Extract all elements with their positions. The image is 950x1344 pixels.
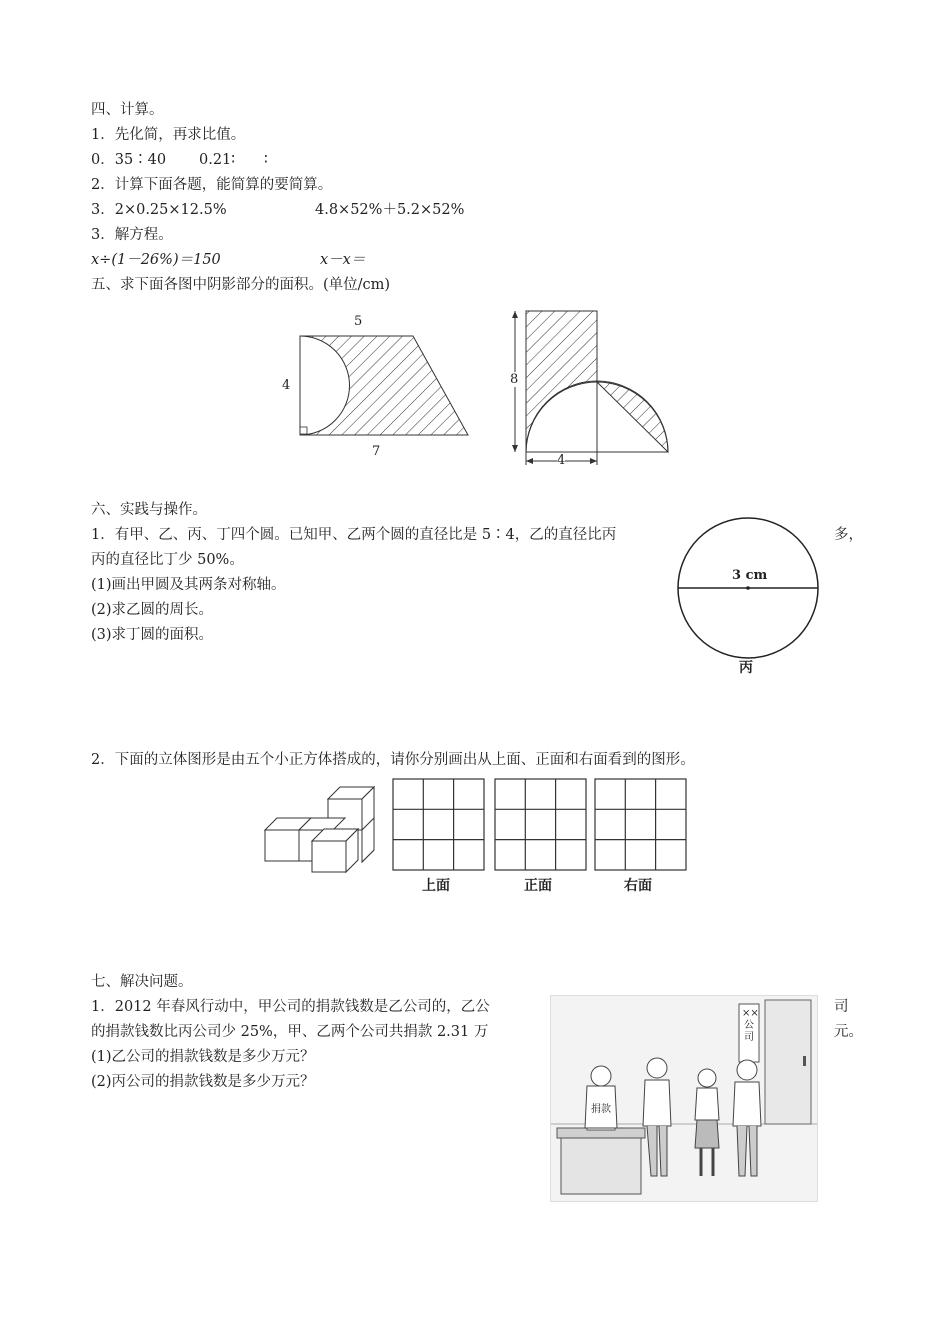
s6-q1-part3: (3)求丁圆的面积。: [91, 627, 214, 643]
fig2-width-label: 4: [557, 453, 566, 468]
company-sign: ××公司: [742, 1008, 759, 1043]
view-top-label: 上面: [422, 878, 450, 894]
donation-illustration: [550, 995, 818, 1202]
s7-q1-part2: (2)丙公司的捐款钱数是多少万元？: [91, 1074, 315, 1090]
fig1-left-label: 4: [282, 378, 291, 393]
section5-title: 五、求下面各图中阴影部分的面积。(单位/cm): [91, 277, 391, 293]
s6-q1-line1: 1．有甲、乙、丙、丁四个圆。已知甲、乙两个圆的直径比是 5∶4，乙的直径比丙: [91, 527, 617, 543]
q3-prompt: 3．解方程。: [91, 227, 173, 243]
s7-q1-tail1: 司: [834, 999, 849, 1015]
s6-q1-part1: (1)画出甲圆及其两条对称轴。: [91, 577, 286, 593]
section6-title: 六、实践与操作。: [91, 502, 207, 518]
view-right-label: 右面: [624, 878, 652, 894]
equation-b: x－x＝: [320, 252, 366, 268]
s7-q1-tail2: 元。: [834, 1024, 863, 1040]
fig1-top-label: 5: [354, 314, 363, 329]
fig1-bottom-label: 7: [372, 444, 381, 459]
fig2-height-label: 8: [510, 372, 519, 387]
s6-q1-tail: 多，: [834, 527, 863, 543]
view-grids: [393, 779, 686, 870]
equation-a: x÷(1－26%)＝150: [91, 252, 221, 268]
section7-title: 七、解决问题。: [91, 974, 193, 990]
s6-q1-line2: 丙的直径比丁少 50%。: [91, 552, 244, 568]
s7-q1-part1: (1)乙公司的捐款钱数是多少万元？: [91, 1049, 315, 1065]
section4-title: 四、计算。: [91, 102, 164, 118]
s7-q1-line1: 1．2012 年春风行动中，甲公司的捐款钱数是乙公司的，乙公: [91, 999, 490, 1015]
ratio-a: 0．35∶40: [91, 152, 167, 168]
circle-name-label: 丙: [739, 660, 753, 676]
s6-q1-part2: (2)求乙圆的周长。: [91, 602, 214, 618]
s6-q2: 2．下面的立体图形是由五个小正方体搭成的，请你分别画出从上面、正面和右面看到的图形。: [91, 752, 695, 768]
q1-prompt: 1．先化简，再求比值。: [91, 127, 246, 143]
s7-q1-line2: 的捐款钱数比丙公司少 25%，甲、乙两个公司共捐款 2.31 万: [91, 1024, 489, 1040]
donation-box-label: 捐款: [591, 1104, 611, 1115]
ratio-b: 0.21∶ ∶: [199, 152, 268, 168]
q2-prompt: 2．计算下面各题，能简算的要简算。: [91, 177, 333, 193]
circle-diameter-label: 3 cm: [732, 568, 768, 583]
calc-b: 4.8×52%＋5.2×52%: [315, 202, 465, 218]
calc-a: 3．2×0.25×12.5%: [91, 202, 227, 218]
view-front-label: 正面: [524, 878, 552, 894]
